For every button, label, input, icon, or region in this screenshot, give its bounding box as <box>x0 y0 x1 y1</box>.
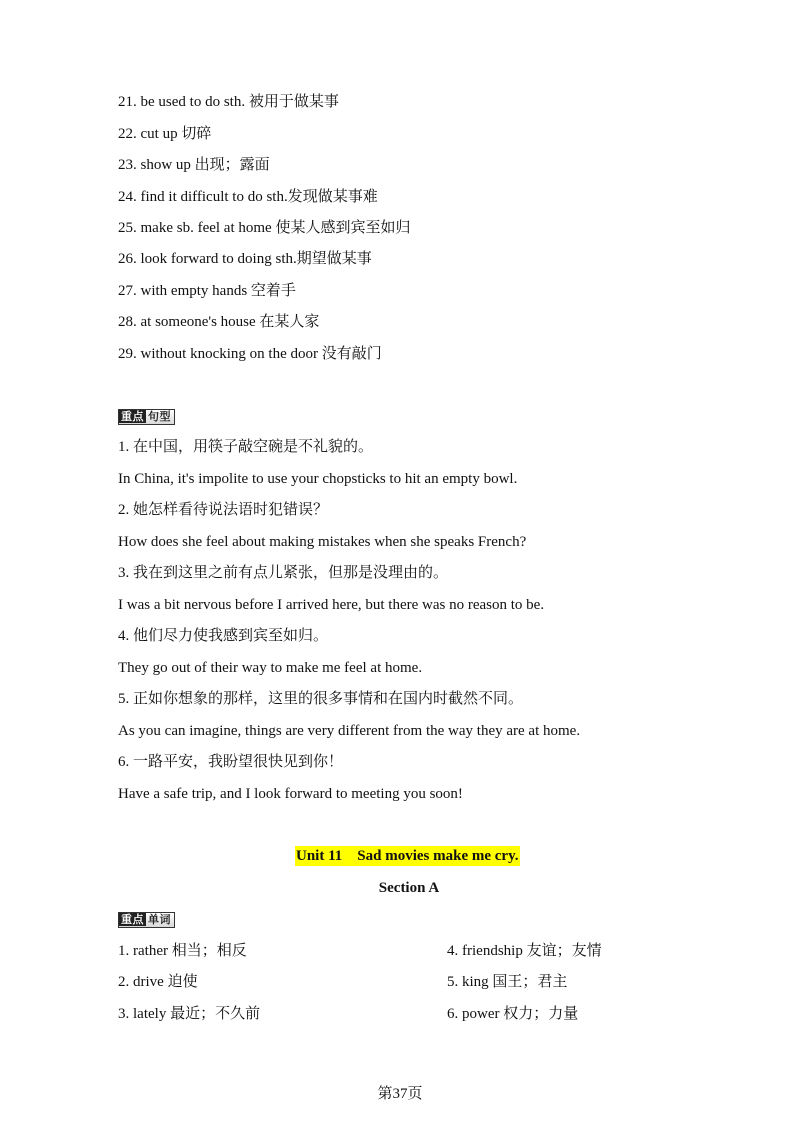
sentence-chinese: 5. 正如你想象的那样，这里的很多事情和在国内时截然不同。 <box>118 691 524 707</box>
badge-label: 句型 <box>148 410 171 423</box>
phrase-item: 23. show up 出现；露面 <box>118 157 270 173</box>
key-sentences-badge <box>118 409 175 425</box>
sentence-english: How does she feel about making mistakes when she speaks French? <box>118 534 527 550</box>
word-item: 3. lately 最近；不久前 <box>118 1006 261 1022</box>
badge-prefix: 重点 <box>121 913 144 926</box>
badge-prefix: 重点 <box>121 410 144 423</box>
sentence-english: In China, it's impolite to use your chopsticks to hit an empty bowl. <box>118 471 518 487</box>
phrase-item: 27. with empty hands 空着手 <box>118 283 296 299</box>
sentence-english: As you can imagine, things are very different from the way they are at home. <box>118 723 581 739</box>
phrase-item: 29. without knocking on the door 没有敲门 <box>118 346 382 362</box>
sentence-english: Have a safe trip, and I look forward to meeting you soon! <box>118 786 463 802</box>
sentence-chinese: 4. 他们尽力使我感到宾至如归。 <box>118 628 329 644</box>
section-title: Section A <box>378 880 440 896</box>
page-number: 第37页 <box>377 1086 423 1102</box>
sentence-chinese: 6. 一路平安，我盼望很快见到你！ <box>118 754 344 770</box>
phrase-item: 26. look forward to doing sth.期望做某事 <box>118 251 372 267</box>
sentence-chinese: 3. 我在到这里之前有点儿紧张，但那是没理由的。 <box>118 565 449 581</box>
phrase-item: 25. make sb. feel at home 使某人感到宾至如归 <box>118 220 411 236</box>
unit-title: Unit 11 Sad movies make me cry. <box>296 848 519 864</box>
phrase-item: 24. find it difficult to do sth.发现做某事难 <box>118 189 378 205</box>
sentence-chinese: 1. 在中国，用筷子敲空碗是不礼貌的。 <box>118 439 374 455</box>
word-item: 5. king 国王；君主 <box>447 974 568 990</box>
phrase-item: 21. be used to do sth. 被用于做某事 <box>118 94 339 110</box>
key-words-badge <box>118 912 175 928</box>
badge-label: 单词 <box>148 913 171 926</box>
sentence-chinese: 2. 她怎样看待说法语时犯错误？ <box>118 502 329 518</box>
word-item: 1. rather 相当；相反 <box>118 943 247 959</box>
word-item: 6. power 权力；力量 <box>447 1006 579 1022</box>
word-item: 4. friendship 友谊；友情 <box>447 943 602 959</box>
phrase-item: 28. at someone's house 在某人家 <box>118 314 320 330</box>
sentence-english: They go out of their way to make me feel at home. <box>118 660 423 676</box>
word-item: 2. drive 迫使 <box>118 974 198 990</box>
phrase-item: 22. cut up 切碎 <box>118 126 212 142</box>
sentence-english: I was a bit nervous before I arrived here, but there was no reason to be. <box>118 597 545 613</box>
